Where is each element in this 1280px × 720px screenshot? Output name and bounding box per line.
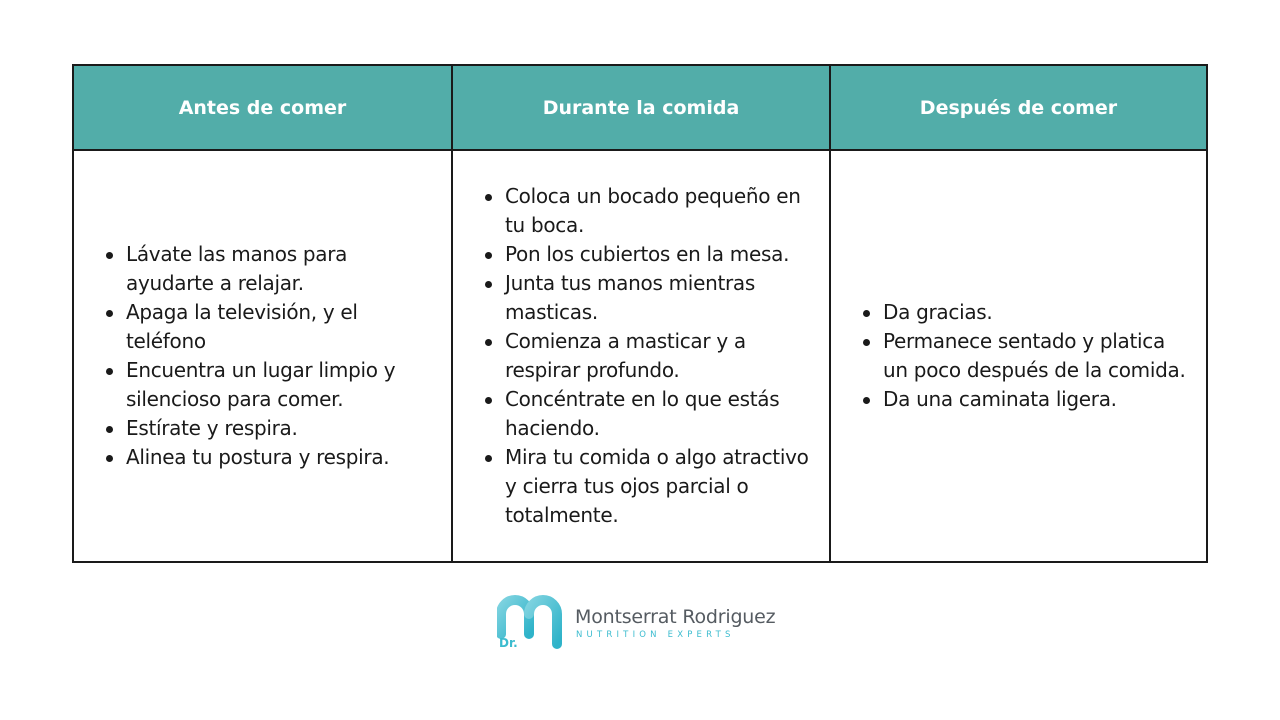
list-item: Coloca un bocado pequeño en tu boca. bbox=[505, 182, 817, 240]
list-item: Concéntrate en lo que estás haciendo. bbox=[505, 385, 817, 443]
list-item: Estírate y respira. bbox=[126, 414, 439, 443]
column-cell-after bbox=[829, 151, 1206, 561]
column-header-before: Antes de comer bbox=[74, 66, 451, 151]
after-list bbox=[861, 298, 1194, 414]
column-cell-before bbox=[74, 151, 451, 561]
list-item: Junta tus manos mientras masticas. bbox=[505, 269, 817, 327]
column-header-during: Durante la comida bbox=[451, 66, 829, 151]
brand-logo bbox=[497, 592, 797, 654]
logo-name: Montserrat Rodriguez bbox=[575, 606, 776, 628]
list-item: Comienza a masticar y a respirar profundo. bbox=[505, 327, 817, 385]
list-item: Pon los cubiertos en la mesa. bbox=[505, 240, 817, 269]
logo-tagline: NUTRITION EXPERTS bbox=[576, 630, 735, 640]
list-item: Da gracias. bbox=[883, 298, 1194, 327]
column-cell-during bbox=[451, 151, 829, 561]
list-item: Apaga la televisión, y el teléfono bbox=[126, 298, 439, 356]
column-header-after: Después de comer bbox=[829, 66, 1206, 151]
list-item: Da una caminata ligera. bbox=[883, 385, 1194, 414]
list-item: Permanece sentado y platica un poco después de la comida. bbox=[883, 327, 1194, 385]
list-item: Mira tu comida o algo atractivo y cierra tus ojos parcial o totalmente. bbox=[505, 443, 817, 530]
logo-prefix: Dr. bbox=[499, 636, 518, 650]
before-list bbox=[104, 240, 439, 472]
list-item: Alinea tu postura y respira. bbox=[126, 443, 439, 472]
tips-table bbox=[72, 64, 1208, 563]
list-item: Lávate las manos para ayudarte a relajar. bbox=[126, 240, 439, 298]
list-item: Encuentra un lugar limpio y silencioso para comer. bbox=[126, 356, 439, 414]
during-list bbox=[483, 182, 817, 530]
